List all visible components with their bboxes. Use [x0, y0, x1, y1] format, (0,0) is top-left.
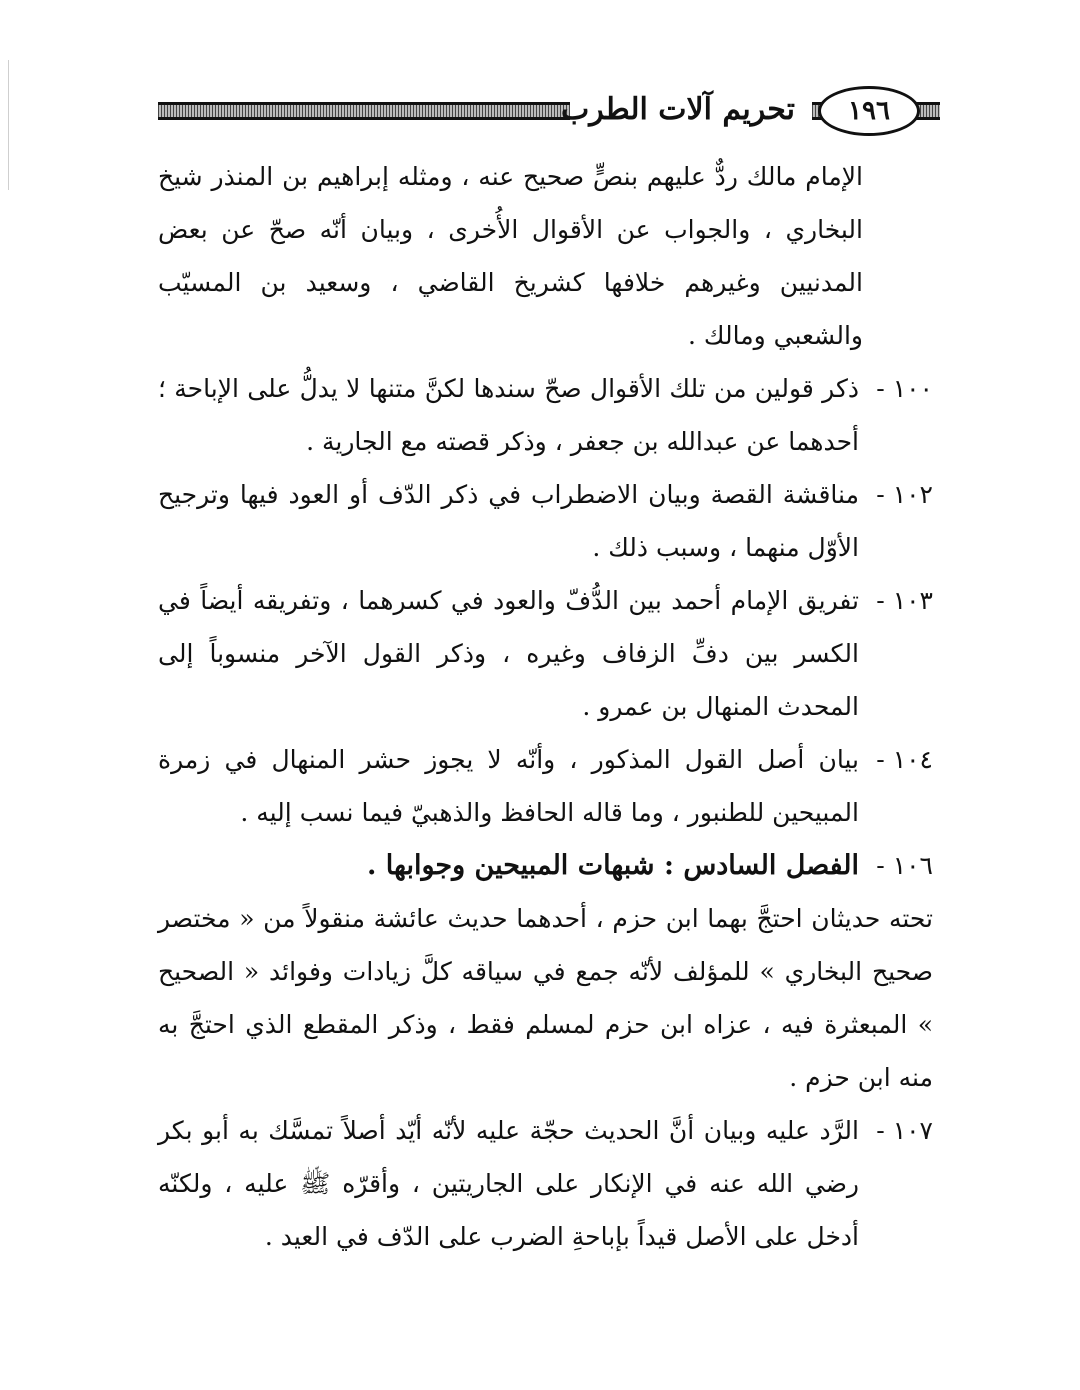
running-title: تحريم آلات الطرب	[560, 92, 795, 127]
item-text: الرَّد عليه وبيان أنَّ الحديث حجّة عليه لأنّه أيّد أصلاً تمسَّك به أبو بكر رضي الله عنه في الإنكار على الجاريتين ، وأقرّه ﷺ عليه ، ولكنّه أدخل على الأصل قيداً بإباحةِ الضرب على الدّف في العيد .	[158, 1116, 859, 1251]
chapter-heading: الفصل السادس : شبهات المبيحين وجوابها .	[366, 850, 859, 881]
item-text: بيان أصل القول المذكور ، وأنّه لا يجوز حشر المنهال في زمرة المبيحين للطنبور ، وما قاله الحافظ والذهبيّ فيما نسب إليه .	[158, 745, 859, 827]
item-number: ١٠٠ -	[876, 374, 933, 403]
header-rule-left	[158, 102, 570, 120]
page-number: ١٩٦	[818, 86, 920, 136]
page-header	[150, 84, 940, 144]
page-body	[158, 150, 933, 1263]
item-number: ١٠٦ -	[876, 851, 933, 880]
item-number: ١٠٤ -	[876, 745, 933, 774]
intro-paragraph: الإمام مالك ردٌّ عليهم بنصٍّ صحيح عنه ، ومثله إبراهيم بن المنذر شيخ البخاري ، والجواب عن الأقوال الأُخرى ، وبيان أنّه صحّ عن بعض المدنيين وغيرهم خلافها كشريخ القاضي ، وسعيد بن المسيّب والشعبي ومالك .	[158, 162, 863, 350]
chapter-body-paragraph: تحته حديثان احتجَّ بهما ابن حزم ، أحدهما حديث عائشة منقولاً من « مختصر صحيح البخاري » للمؤلف لأنّه جمع في سياقه كلَّ زيادات وفوائد « الصحيح » المبعثرة فيه ، عزاه ابن حزم لمسلم فقط ، وذكر المقطع الذي احتجَّ به منه ابن حزم .	[158, 904, 933, 1092]
item-number: ١٠٧ -	[876, 1116, 933, 1145]
index-item-107	[158, 1104, 933, 1263]
index-item-103	[158, 574, 933, 733]
item-text: مناقشة القصة وبيان الاضطراب في ذكر الدّف أو العود فيها وترجيح الأوّل منهما ، وسبب ذلك .	[158, 480, 859, 562]
index-item-100	[158, 362, 933, 468]
scan-margin-line	[8, 60, 9, 190]
item-text: تفريق الإمام أحمد بين الدُّفّ والعود في كسرهما ، وتفريقه أيضاً في الكسر بين دفِّ الزفاف وغيره ، وذكر القول الآخر منسوباً إلى المحدث المنهال بن عمرو .	[158, 586, 859, 721]
item-number: ١٠٢ -	[876, 480, 933, 509]
chapter-heading-item-106	[158, 839, 933, 892]
item-text: ذكر قولين من تلك الأقوال صحّ سندها لكنَّ متنها لا يدلُّ على الإباحة ؛ أحدهما عن عبدالله بن جعفر ، وذكر قصته مع الجارية .	[158, 374, 859, 456]
item-number: ١٠٣ -	[876, 586, 933, 615]
index-item-102	[158, 468, 933, 574]
index-item-104	[158, 733, 933, 839]
